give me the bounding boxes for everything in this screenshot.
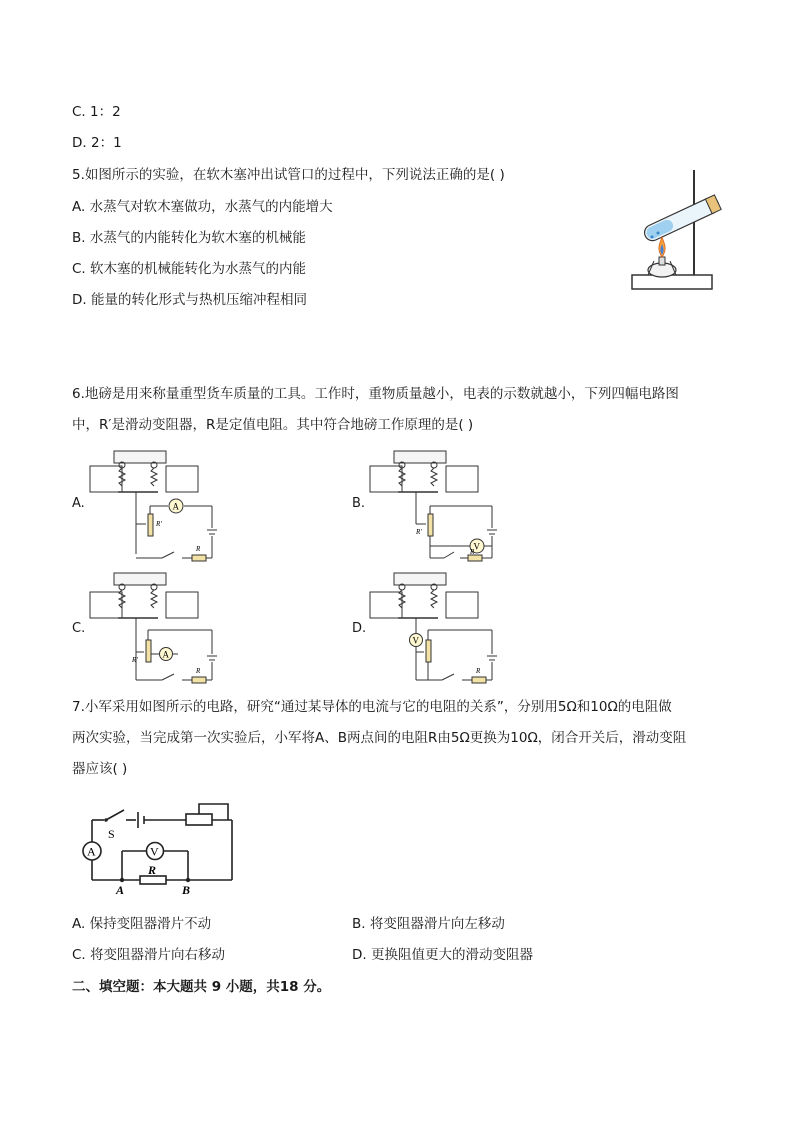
q5-test-tube-figure <box>622 165 722 297</box>
q6-r-label: R <box>196 545 201 553</box>
q6-stem-line2: 中，R′是滑动变阻器，R是定值电阻。其中符合地磅工作原理的是( ) <box>72 417 474 433</box>
q6-circuit-b <box>368 446 508 566</box>
q6-rprime-label-c: R′ <box>132 656 138 664</box>
section-2-heading: 二、填空题：本大题共 9 小题，共18 分。 <box>72 979 331 995</box>
q7-point-b-label: B <box>182 883 191 896</box>
q7-resistor-label: R <box>148 863 157 877</box>
q7-stem-line3: 器应该( ) <box>72 761 128 777</box>
q6-ammeter-a-label: A <box>172 501 179 512</box>
q7-voltmeter-label: V <box>150 844 159 859</box>
q7-circuit <box>78 796 248 896</box>
q6-voltmeter-b-label: V <box>473 541 480 552</box>
q7-point-a-label: A <box>116 883 125 896</box>
q7-option-c: C. 将变阻器滑片向右移动 <box>72 947 226 963</box>
q7-stem-line1: 7.小军采用如图所示的电路，研究“通过某导体的电流与它的电阻的关系”，分别用5Ω和10Ω的电阻做 <box>72 699 672 715</box>
q7-ammeter-label: A <box>87 844 96 859</box>
q6-stem-line1: 6.地磅是用来称量重型货车质量的工具。工作时，重物质量越小，电表的示数就越小，下列四幅电路图 <box>72 386 679 402</box>
q6-label-b: B. <box>352 496 366 511</box>
q6-ammeter-c-label: A <box>162 649 169 660</box>
q6-label-c: C. <box>72 621 86 636</box>
q6-label-d: D. <box>352 621 367 636</box>
q6-circuit-d <box>368 568 508 688</box>
q7-switch-label: S <box>108 827 115 841</box>
q5-option-d: D. 能量的转化形式与热机压缩冲程相同 <box>72 292 307 308</box>
q6-rprime-label-b: R′ <box>416 528 422 536</box>
q6-label-a: A. <box>72 496 85 511</box>
q6-voltmeter-d-label: V <box>412 635 419 646</box>
q6-circuit-a <box>88 446 228 566</box>
q5-option-a: A. 水蒸气对软木塞做功，水蒸气的内能增大 <box>72 199 333 215</box>
q5-stem: 5.如图所示的实验，在软木塞冲出试管口的过程中，下列说法正确的是( ) <box>72 167 505 183</box>
q6-r-label-b: R <box>470 548 475 556</box>
q4-option-c: C. 1：2 <box>72 104 121 120</box>
q4-option-d: D. 2：1 <box>72 135 122 151</box>
q7-option-b: B. 将变阻器滑片向左移动 <box>352 916 505 932</box>
q7-stem-line2: 两次实验，当完成第一次实验后，小军将A、B两点间的电阻R由5Ω更换为10Ω，闭合开关后，滑动变阻 <box>72 730 687 746</box>
q5-option-c: C. 软木塞的机械能转化为水蒸气的内能 <box>72 261 307 277</box>
q5-option-b: B. 水蒸气的内能转化为软木塞的机械能 <box>72 230 306 246</box>
q6-rprime-label: R′ <box>156 520 162 528</box>
q6-circuit-c <box>88 568 228 688</box>
q7-option-d: D. 更换阻值更大的滑动变阻器 <box>352 947 533 963</box>
q6-r-label-c: R <box>196 667 201 675</box>
q7-option-a: A. 保持变阻器滑片不动 <box>72 916 212 932</box>
q6-r-label-d: R <box>476 667 481 675</box>
